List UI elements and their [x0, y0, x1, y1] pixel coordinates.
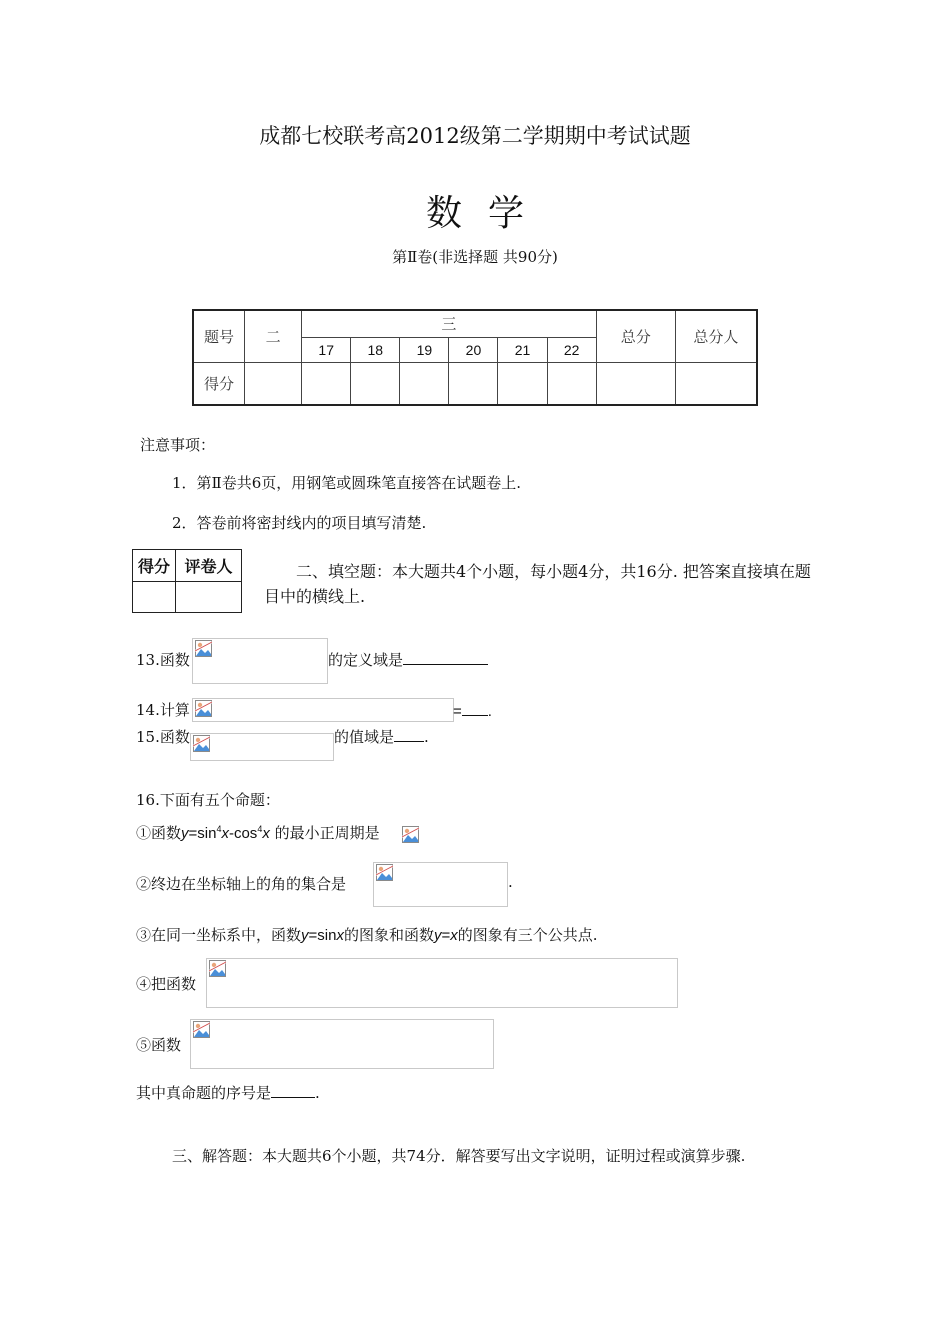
question-16-intro: 16.下面有五个命题：	[136, 791, 280, 809]
p2-prefix: ②终边在坐标轴上的角的集合是	[136, 875, 347, 893]
p2-end: .	[508, 873, 513, 891]
p1-cos: -cos	[228, 825, 258, 842]
score-cell[interactable]	[675, 362, 757, 405]
q14-formula-image	[192, 698, 454, 722]
p3-x1: x	[336, 927, 344, 944]
p3-text-b: 的图象和函数	[343, 926, 434, 944]
section-two-header: 二	[245, 310, 302, 362]
q14-equals: =	[453, 703, 462, 720]
sub-col-18: 18	[351, 337, 400, 362]
volume-subtitle: 第Ⅱ卷(非选择题 共90分)	[392, 248, 558, 266]
p3-text-a: ③在同一坐标系中，函数	[136, 926, 302, 944]
broken-image-icon	[376, 864, 393, 881]
answer-blank[interactable]	[271, 1083, 315, 1098]
score-table	[192, 309, 758, 406]
grader-name-label: 评卷人	[176, 550, 242, 582]
p1-exp1: 4	[216, 824, 222, 834]
sub-col-17: 17	[302, 337, 351, 362]
q13-tail	[328, 649, 488, 670]
q15-answer-blank[interactable]	[394, 727, 424, 742]
proposition-4	[136, 973, 196, 994]
broken-image-icon	[193, 1021, 210, 1038]
proposition-5	[136, 1034, 181, 1055]
question-number-header: 题号	[193, 310, 245, 362]
p3-y2: y	[433, 927, 442, 944]
sub-col-22: 22	[547, 337, 596, 362]
q15-prefix: 15.函数	[136, 728, 190, 746]
p3-sin: =sin	[308, 927, 337, 944]
p5-formula-image	[190, 1019, 494, 1069]
p1-sin: =sin	[188, 825, 217, 842]
grader-box	[132, 549, 242, 613]
exam-title: 成都七校联考高2012级第二学期期中考试试题	[259, 124, 691, 148]
q13-answer-blank[interactable]	[403, 650, 488, 665]
q15-suffix: 的值域是	[334, 728, 395, 746]
p1-suffix: 的最小正周期是	[274, 824, 380, 842]
q14-tail	[453, 701, 492, 720]
subject-title: 数学	[425, 193, 550, 234]
notes-heading: 注意事项：	[140, 436, 216, 454]
p1-formula-image	[400, 825, 416, 841]
section-two-instructions: 二、填空题：本大题共4个小题，每小题4分，共16分. 把答案直接填在题目中的横线上.	[264, 562, 811, 606]
broken-image-icon	[193, 735, 210, 752]
p1-x2: x	[262, 825, 270, 842]
score-cell[interactable]	[449, 362, 498, 405]
q14-prefix: 14.计算	[136, 701, 190, 719]
score-cell[interactable]	[351, 362, 400, 405]
answer-end: .	[315, 1084, 320, 1102]
sub-col-19: 19	[400, 337, 449, 362]
note-item-2: 2．答卷前将密封线内的项目填写清楚.	[172, 514, 427, 532]
p3-y1: y	[301, 927, 309, 944]
p2-formula-image	[373, 862, 508, 907]
score-cell[interactable]	[498, 362, 547, 405]
answer-line	[136, 1082, 320, 1103]
q14-answer-blank[interactable]	[462, 701, 488, 716]
p3-eq: =	[441, 927, 451, 944]
q15-tail	[334, 726, 429, 747]
broken-image-icon	[402, 826, 419, 843]
total-header: 总分	[596, 310, 675, 362]
q15-end: .	[424, 728, 429, 746]
proposition-2	[136, 873, 346, 894]
sub-col-21: 21	[498, 337, 547, 362]
broken-image-icon	[195, 640, 212, 657]
score-cell[interactable]	[547, 362, 596, 405]
q15-formula-image	[190, 733, 334, 761]
grader-name-cell[interactable]	[176, 582, 242, 613]
sub-col-20: 20	[449, 337, 498, 362]
q13-suffix: 的定义域是	[328, 651, 404, 669]
broken-image-icon	[209, 960, 226, 977]
q14-end: .	[487, 703, 492, 720]
score-cell[interactable]	[400, 362, 449, 405]
question-14	[136, 699, 190, 720]
p3-x2: x	[450, 927, 458, 944]
score-cell[interactable]	[302, 362, 351, 405]
p3-text-c: 的图象有三个公共点.	[457, 926, 598, 944]
grader-score-cell[interactable]	[133, 582, 176, 613]
p1-x1: x	[221, 825, 229, 842]
p5-prefix: ⑤函数	[136, 1036, 182, 1054]
p4-formula-image	[206, 958, 678, 1008]
p1-exp2: 4	[257, 824, 263, 834]
proposition-3	[136, 924, 598, 945]
section-three-instructions: 三、解答题：本大题共6个小题，共74分．解答要写出文字说明，证明过程或演算步骤.	[172, 1147, 746, 1165]
proposition-1	[136, 822, 380, 843]
question-15	[136, 726, 190, 747]
broken-image-icon	[195, 700, 212, 717]
p1-y: y	[181, 825, 189, 842]
question-13	[136, 649, 190, 670]
q13-prefix: 13.函数	[136, 651, 190, 669]
score-row-label: 得分	[193, 362, 245, 405]
score-cell[interactable]	[596, 362, 675, 405]
q13-formula-image	[192, 638, 328, 684]
grader-score-label: 得分	[133, 550, 176, 582]
p4-prefix: ④把函数	[136, 975, 197, 993]
answer-prefix: 其中真命题的序号是	[136, 1084, 272, 1102]
score-cell[interactable]	[245, 362, 302, 405]
section-three-header: 三	[302, 310, 596, 337]
note-item-1: 1．第Ⅱ卷共6页，用钢笔或圆珠笔直接答在试题卷上.	[172, 474, 522, 492]
p1-prefix: ①函数	[136, 824, 182, 842]
scorer-header: 总分人	[675, 310, 757, 362]
